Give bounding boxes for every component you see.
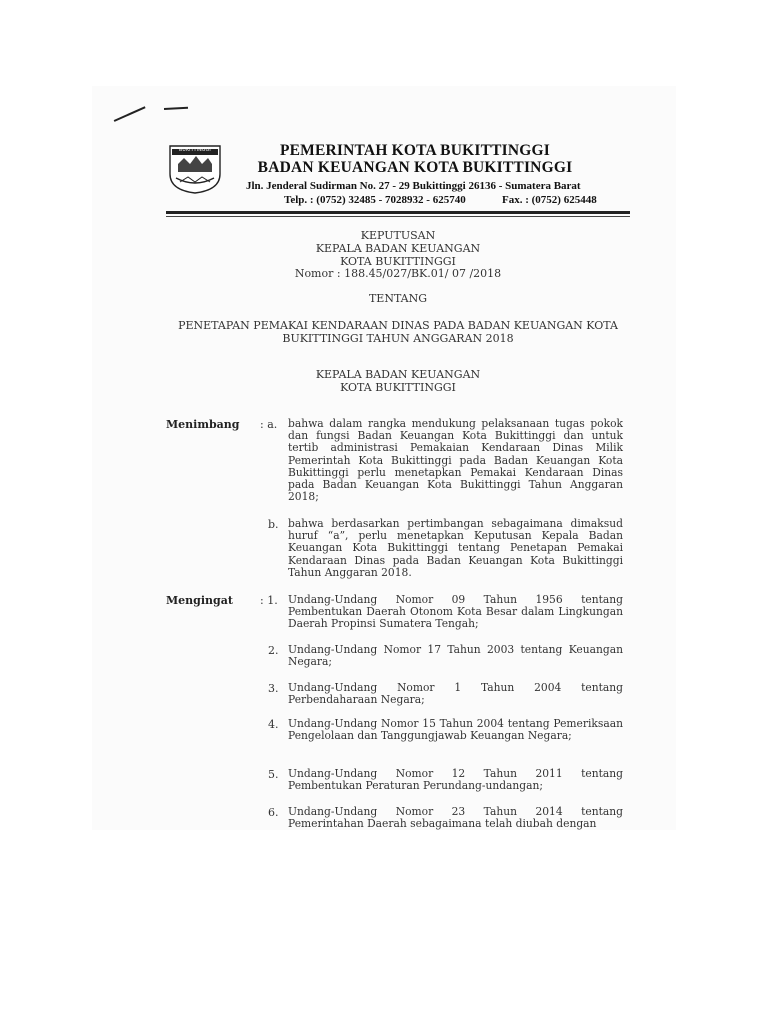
menimbang-item-b-marker: b. — [268, 518, 279, 531]
mengingat-item-5-marker: 5. — [268, 768, 279, 781]
decree-signer — [166, 369, 630, 395]
letterhead-agency: BADAN KEUANGAN KOTA BUKITTINGGI — [257, 159, 573, 176]
decree-subject-line2: BUKITTINGGI TAHUN ANGGARAN 2018 — [282, 331, 514, 345]
menimbang-item-a-text: bahwa dalam rangka mendukung pelaksanaan tugas pokok dan fungsi Badan Keuangan Kota Bukittinggi dan untuk tertib administrasi Pemakaian Kendaraan Dinas Milik Pemerintah Kota Bukittinggi pada Badan Keuangan Kota Bukittinggi perlu menetapkan Pemakai Kendaraan Dinas pada Badan Keuangan Kota Bukittinggi Tahun Anggaran 2018; — [288, 417, 623, 504]
mengingat-item-2-text: Undang-Undang Nomor 17 Tahun 2003 tentang Keuangan Negara; — [288, 643, 623, 669]
letterhead-fax: Fax. : (0752) 625448 — [502, 194, 597, 206]
decree-issuer-line2: KOTA BUKITTINGGI — [340, 254, 456, 268]
letterhead-government: PEMERINTAH KOTA BUKITTINGGI — [279, 142, 551, 159]
decree-signer-line2: KOTA BUKITTINGGI — [340, 380, 456, 394]
mengingat-item-3-text: Undang-Undang Nomor 1 Tahun 2004 tentang Perbendaharaan Negara; — [288, 681, 623, 707]
letterhead-phone: Telp. : (0752) 32485 - 7028932 - 625740 — [284, 194, 466, 206]
mengingat-label: Mengingat — [166, 594, 233, 607]
crest-banner-text: BUKITTINGGI — [179, 148, 211, 153]
mengingat-item-4-text: Undang-Undang Nomor 15 Tahun 2004 tentang Pemeriksaan Pengelolaan dan Tanggungjawab Keuangan Negara; — [288, 717, 623, 743]
decree-subject — [166, 320, 630, 346]
letterhead-address: Jln. Jenderal Sudirman No. 27 - 29 Bukittinggi 26136 - Sumatera Barat — [246, 180, 581, 192]
decree-title-block — [166, 230, 630, 281]
menimbang-item-a-marker: : a. — [260, 418, 278, 431]
decree-number: Nomor : 188.45/027/BK.01/ 07 /2018 — [294, 267, 502, 281]
letterhead-rule-thick — [166, 211, 630, 214]
decree-subject-line1: PENETAPAN PEMAKAI KENDARAAN DINAS PADA BADAN KEUANGAN KOTA — [178, 319, 618, 332]
decree-issuer-line1: KEPALA BADAN KEUANGAN — [315, 241, 481, 255]
menimbang-label: Menimbang — [166, 418, 240, 431]
mengingat-item-3-marker: 3. — [268, 682, 279, 695]
mengingat-item-6-marker: 6. — [268, 806, 279, 819]
decree-type: KEPUTUSAN — [360, 229, 436, 242]
mengingat-item-6-text: Undang-Undang Nomor 23 Tahun 2014 tentang Pemerintahan Daerah sebagaimana telah diubah dengan — [288, 805, 623, 831]
menimbang-item-b-text: bahwa berdasarkan pertimbangan sebagaimana dimaksud huruf “a”, perlu menetapkan Keputusan Kepala Badan Keuangan Kota Bukittinggi tentang Penetapan Pemakai Kendaraan Dinas pada Badan Keuangan Kota Bukittinggi Tahun Anggaran 2018. — [288, 517, 623, 579]
letterhead-rule-thin — [166, 216, 630, 217]
city-crest-logo — [166, 144, 224, 194]
mengingat-item-4-marker: 4. — [268, 718, 279, 731]
mengingat-item-1-marker: : 1. — [260, 594, 278, 607]
mengingat-item-2-marker: 2. — [268, 644, 279, 657]
decree-signer-line1: KEPALA BADAN KEUANGAN — [315, 368, 481, 381]
mengingat-item-1-text: Undang-Undang Nomor 09 Tahun 1956 tentang Pembentukan Daerah Otonom Kota Besar dalam Lingkungan Daerah Propinsi Sumatera Tengah; — [288, 593, 623, 631]
decree-about: TENTANG — [368, 292, 428, 305]
mengingat-item-5-text: Undang-Undang Nomor 12 Tahun 2011 tentang Pembentukan Peraturan Perundang-undangan; — [288, 767, 623, 793]
